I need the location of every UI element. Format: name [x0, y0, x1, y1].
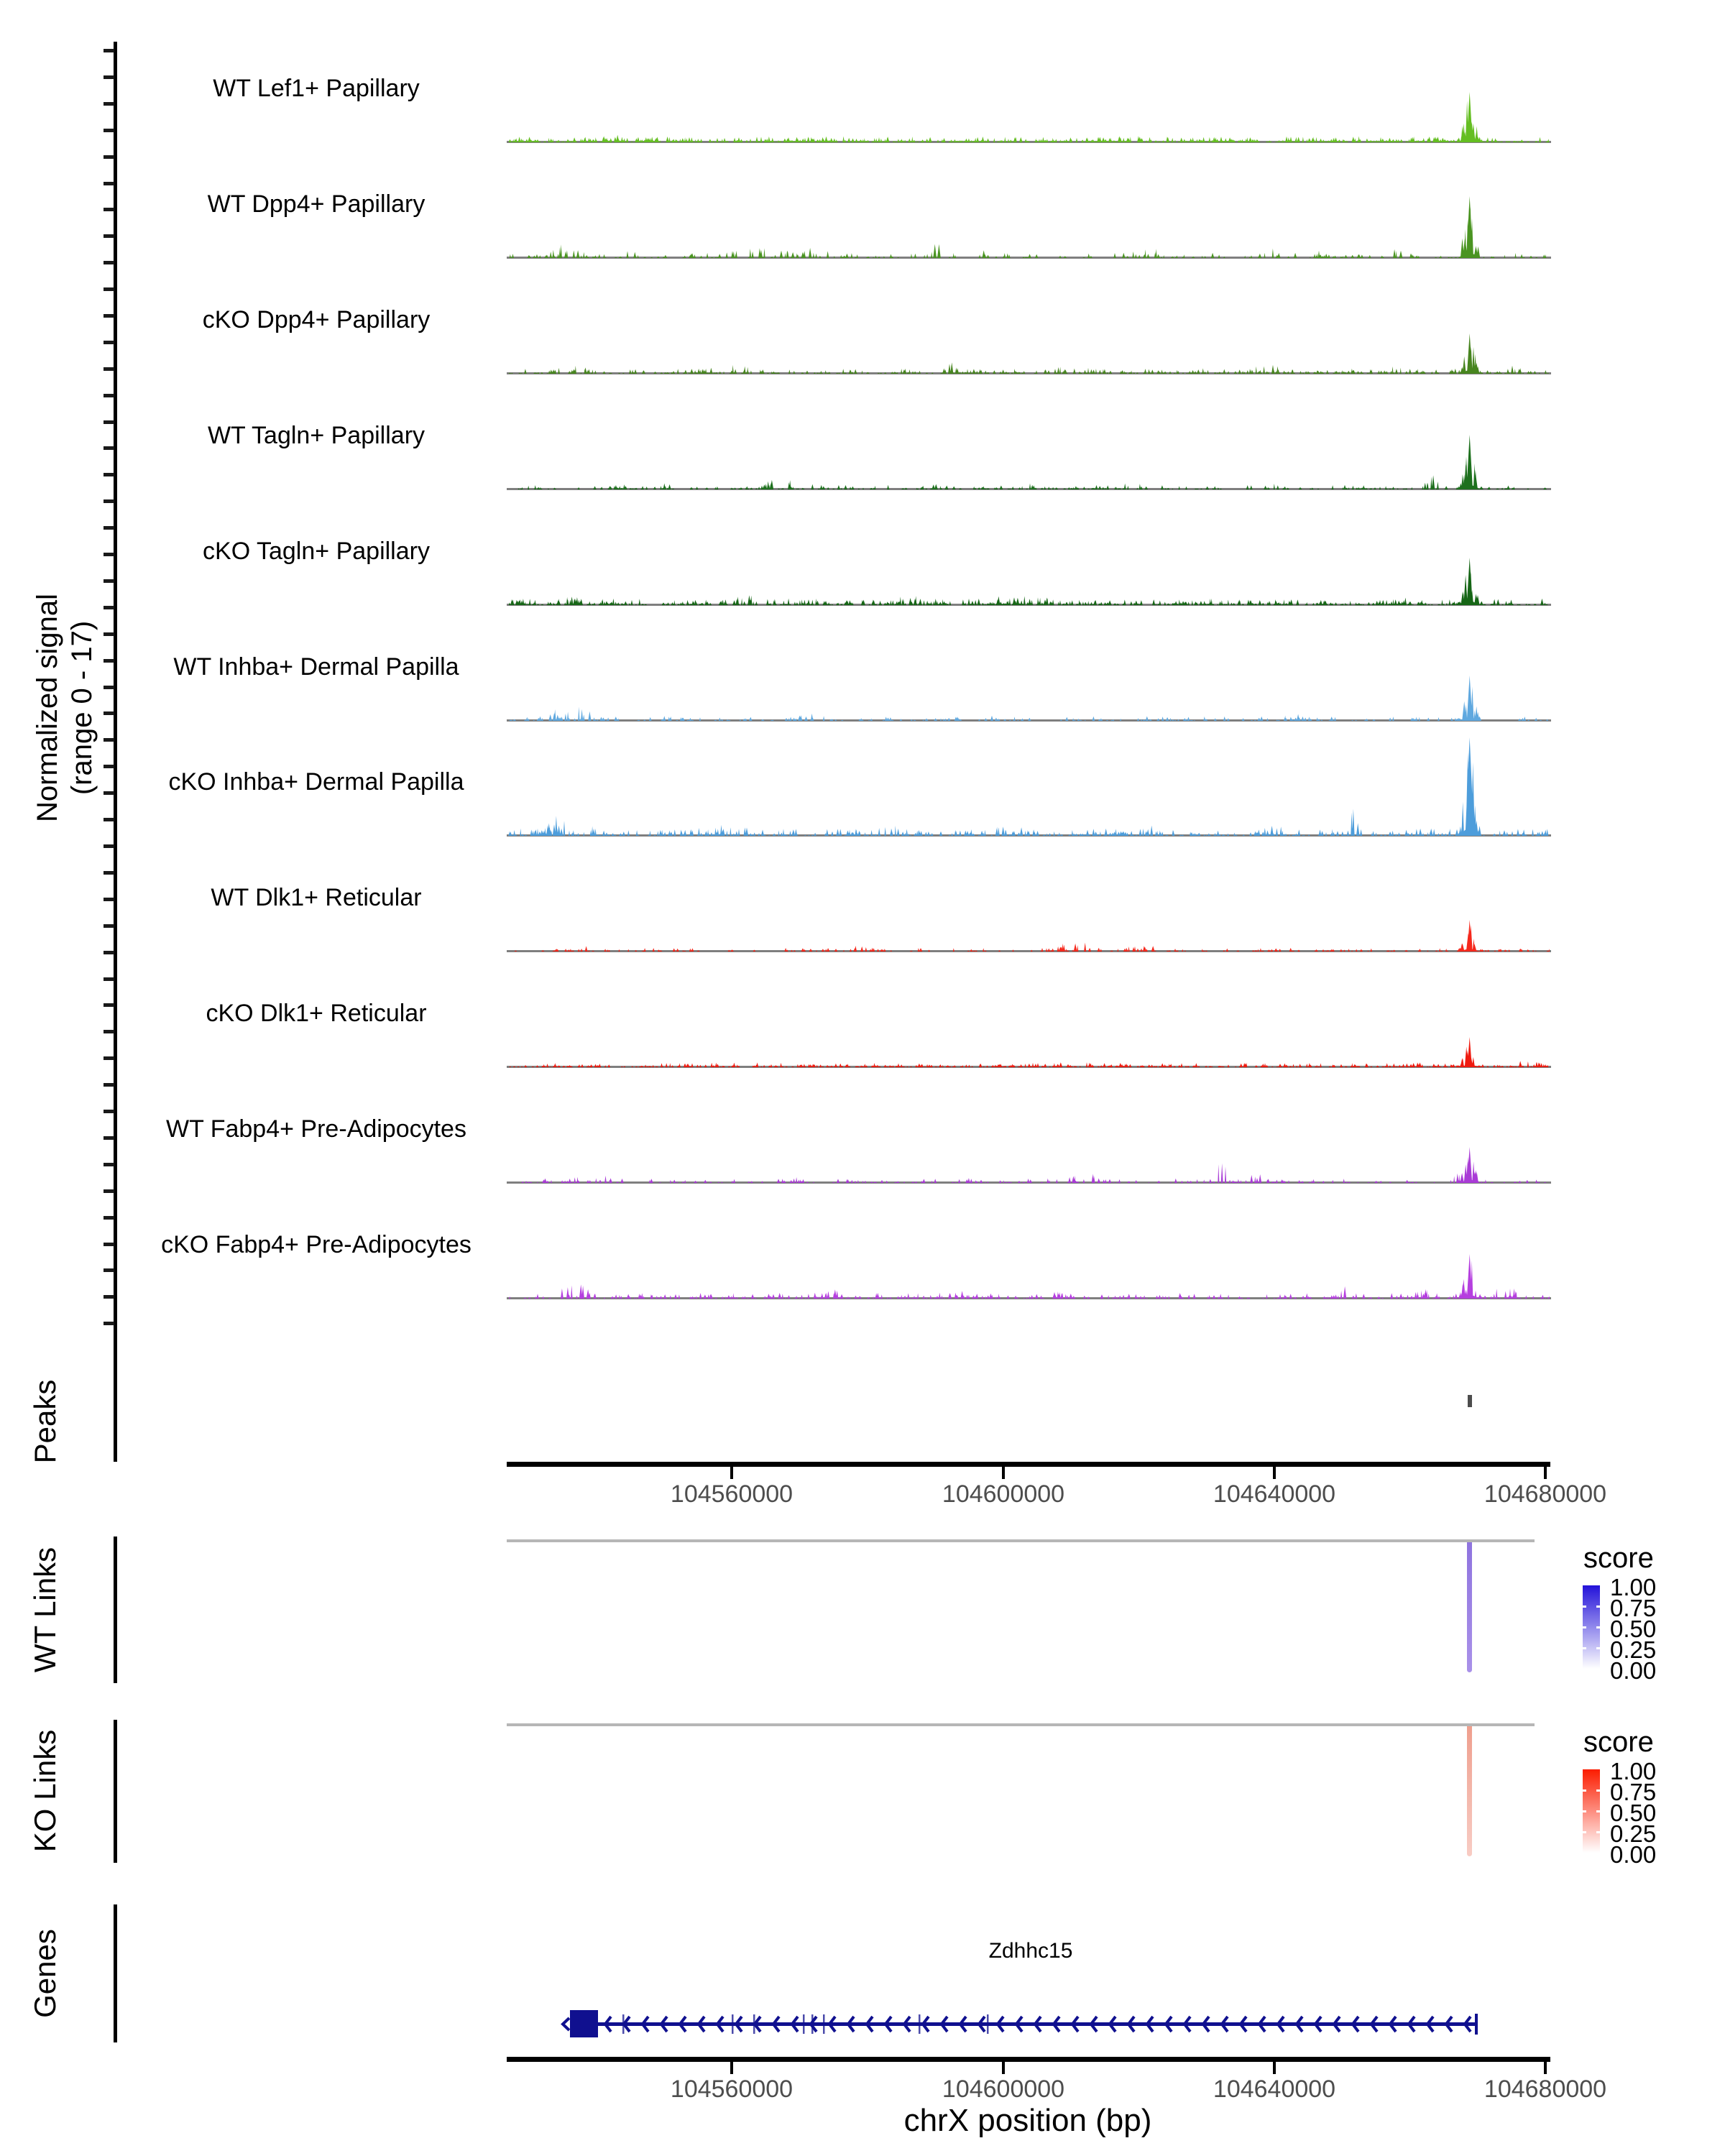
axis-tick-label: 104640000: [1213, 1480, 1336, 1508]
gene-body-line: [570, 2022, 1476, 2026]
score-bar-notch: [1596, 1626, 1600, 1628]
axis-tick-label: 104560000: [670, 1480, 794, 1508]
ko-links-section-bar: [114, 1720, 117, 1863]
signal-axis-tick: [104, 1189, 114, 1193]
coverage-area: [508, 737, 1550, 836]
signal-axis-tick: [104, 49, 114, 52]
coverage-area: [508, 435, 1550, 489]
signal-axis-tick: [104, 1163, 114, 1166]
signal-axis-tick: [104, 1295, 114, 1299]
axis-tick-label: 104600000: [942, 2076, 1065, 2103]
signal-axis-tick: [104, 287, 114, 291]
track-label: WT Dpp4+ Papillary: [207, 190, 426, 218]
score-legend-tick-label: 0.50: [1610, 1616, 1657, 1642]
score-legend-tick-label: 0.25: [1610, 1820, 1657, 1847]
ko-link-line: [1467, 1726, 1472, 1856]
gene-exon-tick: [811, 2014, 814, 2034]
signal-axis-tick: [104, 473, 114, 476]
gene-exon-tick: [823, 2014, 825, 2034]
y-axis-title-line2: (range 0 - 17): [66, 620, 98, 796]
top-genomic-axis-line: [507, 1462, 1550, 1467]
score-bar-notch: [1583, 1789, 1586, 1792]
signal-axis-tick: [104, 526, 114, 530]
wt-links-section-bar: [114, 1537, 117, 1683]
signal-axis-tick: [104, 951, 114, 954]
coverage-signal: [508, 959, 1550, 1067]
axis-tick: [1002, 2062, 1005, 2074]
score-bar-notch: [1583, 1626, 1586, 1628]
signal-axis-tick: [104, 367, 114, 371]
peak-rect: [1468, 1395, 1472, 1407]
track-label: cKO Dlk1+ Reticular: [206, 1000, 427, 1027]
score-bar-notch: [1596, 1831, 1600, 1833]
coverage-signal: [508, 844, 1550, 952]
ko-score-legend-title: score: [1583, 1726, 1654, 1758]
coverage-signal: [508, 150, 1550, 258]
gene-model: [508, 1991, 1550, 2055]
coverage-signal: [508, 497, 1550, 605]
signal-axis-tick: [104, 632, 114, 636]
score-bar-notch: [1596, 1647, 1600, 1649]
gene-end-cap: [1475, 2014, 1478, 2035]
track-label: cKO Inhba+ Dermal Papilla: [168, 768, 464, 796]
coverage-area: [508, 333, 1550, 374]
signal-axis-tick: [104, 924, 114, 928]
score-legend-tick-label: 0.50: [1610, 1800, 1657, 1826]
x-axis-title: chrX position (bp): [903, 2103, 1152, 2138]
y-axis-title-line1: Normalized signal: [32, 594, 63, 822]
gene-exon-tick: [622, 2014, 625, 2034]
signal-axis-tick: [104, 341, 114, 344]
track-label: cKO Tagln+ Papillary: [203, 538, 430, 565]
signal-axis-tick: [104, 1322, 114, 1325]
signal-axis-tick: [104, 1056, 114, 1060]
wt-link-line: [1467, 1542, 1472, 1672]
axis-tick-label: 104560000: [670, 2076, 794, 2103]
score-bar-notch: [1596, 1789, 1600, 1792]
gene-exon-tick: [753, 2014, 755, 2034]
signal-axis-tick: [104, 394, 114, 397]
wt-links-section-label: WT Links: [28, 1547, 62, 1673]
signal-axis-tick: [104, 711, 114, 715]
axis-tick: [1273, 1467, 1276, 1479]
signal-axis-tick: [104, 871, 114, 875]
signal-axis-tick: [104, 1216, 114, 1220]
score-bar-notch: [1596, 1606, 1600, 1608]
signal-axis-bar: [114, 42, 117, 1351]
coverage-signal: [508, 382, 1550, 489]
coverage-area: [508, 558, 1550, 605]
coverage-area: [508, 1254, 1550, 1299]
score-legend-tick-label: 1.00: [1610, 1758, 1657, 1784]
score-legend-tick-label: 1.00: [1610, 1574, 1657, 1600]
axis-tick: [1002, 1467, 1005, 1479]
score-legend-tick-label: 0.00: [1610, 1841, 1657, 1868]
axis-tick-label: 104640000: [1213, 2076, 1336, 2103]
gene-exon-tick: [987, 2014, 989, 2034]
score-bar-notch: [1583, 1810, 1586, 1812]
coverage-signal: [508, 266, 1550, 374]
track-label: cKO Fabp4+ Pre-Adipocytes: [161, 1231, 472, 1258]
signal-axis-tick: [104, 844, 114, 848]
coverage-area: [508, 920, 1550, 952]
coverage-signal: [508, 34, 1550, 142]
coverage-area: [508, 1037, 1550, 1067]
gene-name-label: Zdhhc15: [988, 1939, 1073, 1963]
gene-end-arrow-icon: [563, 2018, 569, 2030]
signal-axis-tick: [104, 499, 114, 503]
score-legend-tick-label: 0.75: [1610, 1779, 1657, 1805]
signal-axis-tick: [104, 261, 114, 264]
genes-section-label: Genes: [28, 1929, 62, 2018]
axis-tick-label: 104600000: [942, 1480, 1065, 1508]
score-legend-tick-label: 0.75: [1610, 1595, 1657, 1621]
track-label: WT Lef1+ Papillary: [213, 75, 420, 102]
coverage-area: [508, 676, 1550, 721]
track-label: WT Inhba+ Dermal Papilla: [173, 653, 459, 681]
track-label: WT Fabp4+ Pre-Adipocytes: [166, 1115, 466, 1143]
coverage-area: [508, 1147, 1550, 1183]
score-legend-tick-label: 0.25: [1610, 1636, 1657, 1663]
signal-axis-tick: [104, 1030, 114, 1033]
axis-tick: [730, 1467, 733, 1479]
signal-axis-tick: [104, 1110, 114, 1113]
signal-axis-tick: [104, 1083, 114, 1087]
signal-axis-tick: [104, 606, 114, 609]
score-legend-tick-label: 0.00: [1610, 1657, 1657, 1684]
signal-axis-tick: [104, 686, 114, 689]
signal-axis-tick: [104, 182, 114, 185]
peaks-section-bar: [114, 1338, 117, 1462]
axis-tick-label: 104680000: [1484, 1480, 1607, 1508]
axis-tick-label: 104680000: [1484, 2076, 1607, 2103]
gene-exon-tick: [732, 2014, 734, 2034]
signal-axis-tick: [104, 977, 114, 981]
signal-axis-tick: [104, 818, 114, 821]
signal-axis-tick: [104, 579, 114, 583]
score-bar-notch: [1583, 1647, 1586, 1649]
coverage-signal: [508, 728, 1550, 836]
coverage-signal: [508, 1191, 1550, 1299]
wt-links-panel-line: [507, 1539, 1535, 1542]
coverage-signal: [508, 613, 1550, 721]
genes-section-bar: [114, 1904, 117, 2042]
signal-axis-tick: [104, 129, 114, 132]
signal-axis-tick: [104, 155, 114, 159]
track-label: WT Dlk1+ Reticular: [211, 884, 422, 911]
score-bar-notch: [1596, 1810, 1600, 1812]
gene-exon-tick: [919, 2014, 921, 2034]
signal-axis-tick: [104, 234, 114, 238]
bottom-genomic-axis-line: [507, 2057, 1550, 2062]
track-label: cKO Dpp4+ Papillary: [202, 306, 431, 333]
gene-exon-tick: [803, 2014, 805, 2034]
score-bar-notch: [1583, 1831, 1586, 1833]
gene-exon-box: [570, 2010, 598, 2037]
coverage-area: [508, 92, 1550, 142]
peaks-section-label: Peaks: [28, 1379, 62, 1464]
coverage-signal: [508, 1075, 1550, 1183]
signal-axis-tick: [104, 1268, 114, 1272]
ko-links-section-label: KO Links: [28, 1729, 62, 1853]
axis-tick: [1544, 1467, 1547, 1479]
axis-tick: [1544, 2062, 1547, 2074]
wt-score-legend-title: score: [1583, 1542, 1654, 1574]
track-label: WT Tagln+ Papillary: [207, 422, 426, 449]
axis-tick: [730, 2062, 733, 2074]
coverage-area: [508, 196, 1550, 258]
score-bar-notch: [1583, 1606, 1586, 1608]
axis-tick: [1273, 2062, 1276, 2074]
ko-links-panel-line: [507, 1723, 1535, 1726]
signal-axis-tick: [104, 738, 114, 742]
